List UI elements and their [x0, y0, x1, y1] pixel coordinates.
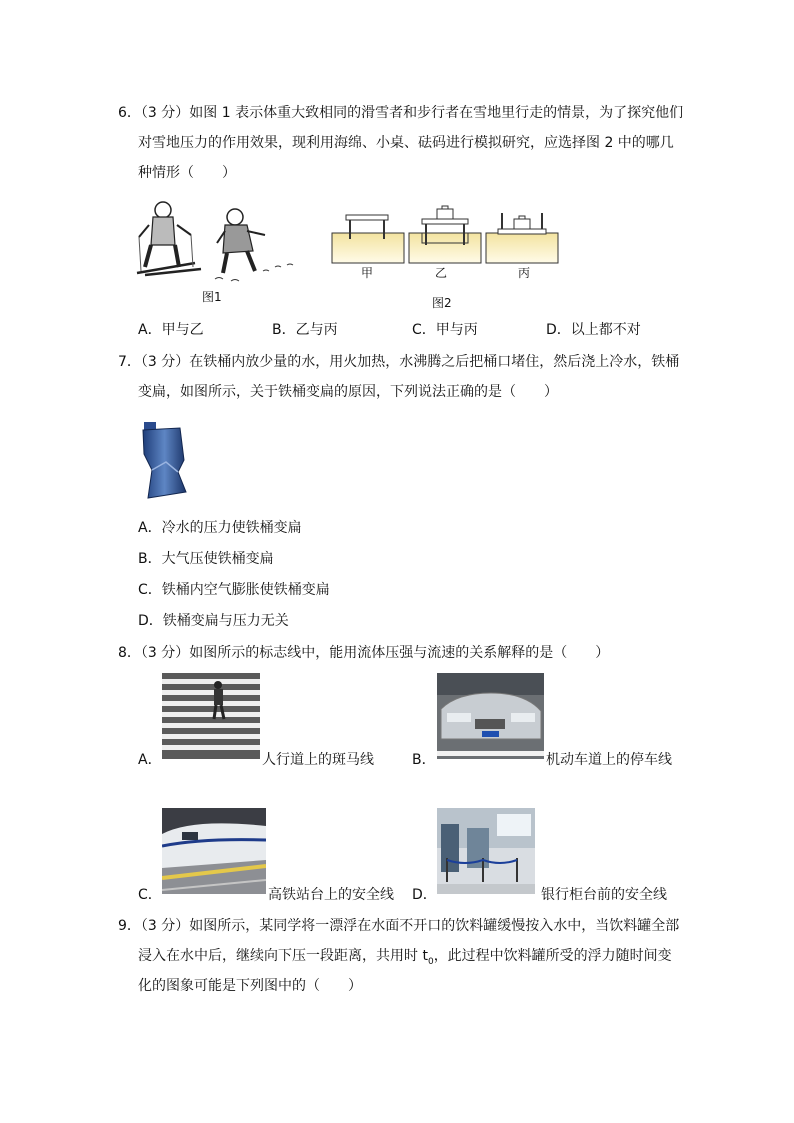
q8-option-b-letter[interactable]: B． [412, 752, 436, 768]
q6-option-c[interactable]: C．甲与丙 [412, 322, 478, 338]
q8-option-c-letter[interactable]: C． [138, 887, 162, 903]
figure-1-skier-walker [135, 195, 305, 285]
q7-line-1: 7．（3 分）在铁桶内放少量的水，用火加热，水沸腾之后把桶口堵住，然后浇上冷水，铁桶 [118, 354, 680, 370]
bank-counter-safety-line-photo [437, 808, 535, 894]
q9-line-1: 9．（3 分）如图所示，某同学将一漂浮在水面不开口的饮料罐缓慢按入水中，当饮料罐全部 [118, 918, 680, 934]
q6-line-1: 6．（3 分）如图 1 表示体重大致相同的滑雪者和步行者在雪地里行走的情景，为了探究他们 [118, 105, 684, 121]
q6-option-a[interactable]: A．甲与乙 [138, 322, 204, 338]
q7-option-a[interactable]: A．冷水的压力使铁桶变扁 [138, 520, 302, 536]
q8-option-a-text: 人行道上的斑马线 [262, 752, 374, 768]
stop-line-car-photo [437, 673, 544, 759]
q8-option-c-text: 高铁站台上的安全线 [268, 887, 394, 903]
figure-2-caption: 图2 [432, 296, 452, 310]
q6-line-2: 对雪地压力的作用效果，现利用海绵、小桌、砝码进行模拟研究，应选择图 2 中的哪几 [138, 135, 674, 151]
q9-line-2-end: ，此过程中饮料罐所受的浮力随时间变 [433, 948, 672, 964]
q6-option-b[interactable]: B．乙与丙 [272, 322, 338, 338]
q9-line-3: 化的图象可能是下列图中的（ ） [138, 978, 362, 994]
q6-option-d[interactable]: D．以上都不对 [546, 322, 641, 338]
q6-line-3: 种情形（ ） [138, 165, 236, 181]
figure-2-label-jia: 甲 [361, 266, 374, 280]
q9-line-2 [138, 946, 672, 972]
q7-option-c[interactable]: C．铁桶内空气膨胀使铁桶变扁 [138, 582, 330, 598]
q9-line-2-start: 浸入在水中后，继续向下压一段距离，共用时 t [138, 948, 428, 964]
figure-2-label-bing: 丙 [518, 266, 531, 280]
q8-option-d-letter[interactable]: D． [412, 887, 437, 903]
q8-option-b-text: 机动车道上的停车线 [546, 752, 672, 768]
q7-line-2: 变扁，如图所示，关于铁桶变扁的原因，下列说法正确的是（ ） [138, 384, 558, 400]
figure-1-caption: 图1 [202, 290, 222, 304]
q8-option-d-text: 银行柜台前的安全线 [541, 887, 667, 903]
q7-option-d[interactable]: D．铁桶变扁与压力无关 [138, 613, 289, 629]
zebra-crossing-photo [162, 673, 260, 759]
q8-line-1: 8．（3 分）如图所示的标志线中，能用流体压强与流速的关系解释的是（ ） [118, 645, 610, 661]
high-speed-rail-platform-photo [162, 808, 266, 894]
q7-option-b[interactable]: B．大气压使铁桶变扁 [138, 551, 274, 567]
q9-line-2-subscript: 0 [427, 956, 434, 967]
figure-2-label-yi: 乙 [435, 266, 448, 280]
crushed-iron-bucket-image [140, 420, 188, 500]
q8-option-a-letter[interactable]: A． [138, 752, 162, 768]
